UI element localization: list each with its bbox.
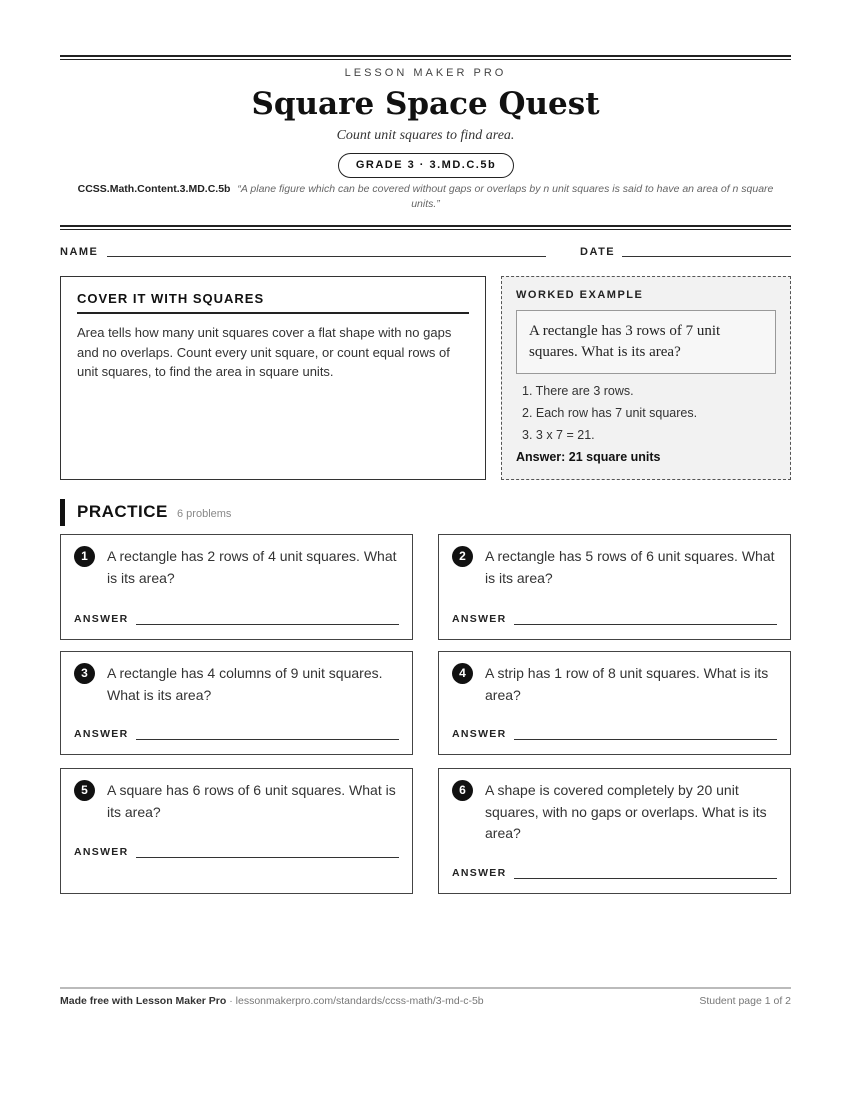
problem-card-5: [60, 768, 413, 894]
footer-made-with: Made free with Lesson Maker Pro: [60, 995, 227, 1007]
answer-label: ANSWER: [74, 613, 129, 625]
concept-box: [60, 276, 486, 480]
footer-rule: [60, 987, 791, 989]
problem-prompt: A square has 6 rows of 6 unit squares. What is its area?: [107, 782, 396, 820]
standard-statement: [60, 182, 791, 212]
problem-number-badge: 1: [74, 546, 95, 567]
date-field[interactable]: [622, 256, 791, 257]
answer-field-4[interactable]: [514, 739, 777, 740]
answer-label: ANSWER: [452, 728, 507, 740]
answer-row: [74, 846, 399, 858]
answer-label: ANSWER: [74, 728, 129, 740]
worked-step: 2. Each row has 7 unit squares.: [522, 406, 698, 420]
problem-prompt: A strip has 1 row of 8 unit squares. What is its area?: [485, 665, 769, 703]
problem-number-badge: 3: [74, 663, 95, 684]
problem-card-6: [438, 768, 791, 894]
answer-row: [74, 613, 399, 625]
answer-row: [452, 613, 777, 625]
worked-example-box: [501, 276, 791, 480]
answer-row: [452, 728, 777, 740]
problem-number-badge: 6: [452, 780, 473, 801]
worked-example-answer: Answer: 21 square units: [516, 450, 661, 464]
problem-card-2: [438, 534, 791, 640]
brand-name: LESSON MAKER PRO: [344, 67, 507, 79]
footer-credit: [60, 995, 484, 1007]
problem-number-badge: 5: [74, 780, 95, 801]
worked-example-title: WORKED EXAMPLE: [516, 289, 644, 301]
answer-label: ANSWER: [452, 867, 507, 879]
worked-step: 3. 3 x 7 = 21.: [522, 428, 595, 442]
standard-code: CCSS.Math.Content.3.MD.C.5b: [77, 183, 231, 195]
problem-card-4: [438, 651, 791, 755]
problem-prompt: A rectangle has 2 rows of 4 unit squares. What is its area?: [107, 548, 397, 586]
worksheet-subtitle: Count unit squares to find area.: [336, 128, 515, 143]
header-bottom-rule: [60, 225, 791, 230]
footer-url[interactable]: · lessonmakerpro.com/standards/ccss-math/3-md-c-5b: [226, 995, 484, 1007]
practice-count: 6 problems: [177, 508, 232, 520]
footer-page-number: Student page 1 of 2: [699, 995, 791, 1007]
name-field[interactable]: [107, 256, 546, 257]
answer-row: [74, 728, 399, 740]
name-label: NAME: [60, 246, 99, 258]
problem-card-1: [60, 534, 413, 640]
concept-text: Area tells how many unit squares cover a flat shape with no gaps and no overlaps. Count every unit square, or count equal rows of unit squares, to find the area in square units.: [77, 325, 452, 379]
answer-field-2[interactable]: [514, 624, 777, 625]
problem-number-badge: 2: [452, 546, 473, 567]
problem-prompt: A shape is covered completely by 20 unit squares, with no gaps or overlaps. What is its area?: [485, 782, 767, 841]
answer-field-6[interactable]: [514, 878, 777, 879]
worked-step: 1. There are 3 rows.: [522, 384, 634, 398]
problem-prompt: A rectangle has 4 columns of 9 unit squares. What is its area?: [107, 665, 383, 703]
answer-field-1[interactable]: [136, 624, 399, 625]
worked-example-steps: [516, 380, 776, 446]
answer-label: ANSWER: [452, 613, 507, 625]
grade-badge: GRADE 3 · 3.MD.C.5b: [338, 153, 514, 178]
worksheet-title: Square Space Quest: [251, 86, 600, 122]
answer-field-3[interactable]: [136, 739, 399, 740]
problem-card-3: [60, 651, 413, 755]
answer-label: ANSWER: [74, 846, 129, 858]
date-label: DATE: [580, 246, 616, 258]
header-top-rule: [60, 55, 791, 60]
answer-field-5[interactable]: [136, 857, 399, 858]
worked-example-prompt: A rectangle has 3 rows of 7 unit squares. What is its area?: [516, 310, 776, 374]
problem-number-badge: 4: [452, 663, 473, 684]
practice-accent-bar: [60, 499, 65, 526]
answer-row: [452, 867, 777, 879]
practice-title: PRACTICE: [77, 502, 168, 521]
standard-text: “A plane figure which can be covered without gaps or overlaps by n unit squares is said to have an area of n square units.”: [237, 183, 774, 210]
concept-title: COVER IT WITH SQUARES: [77, 291, 469, 314]
problem-prompt: A rectangle has 5 rows of 6 unit squares. What is its area?: [485, 548, 775, 586]
